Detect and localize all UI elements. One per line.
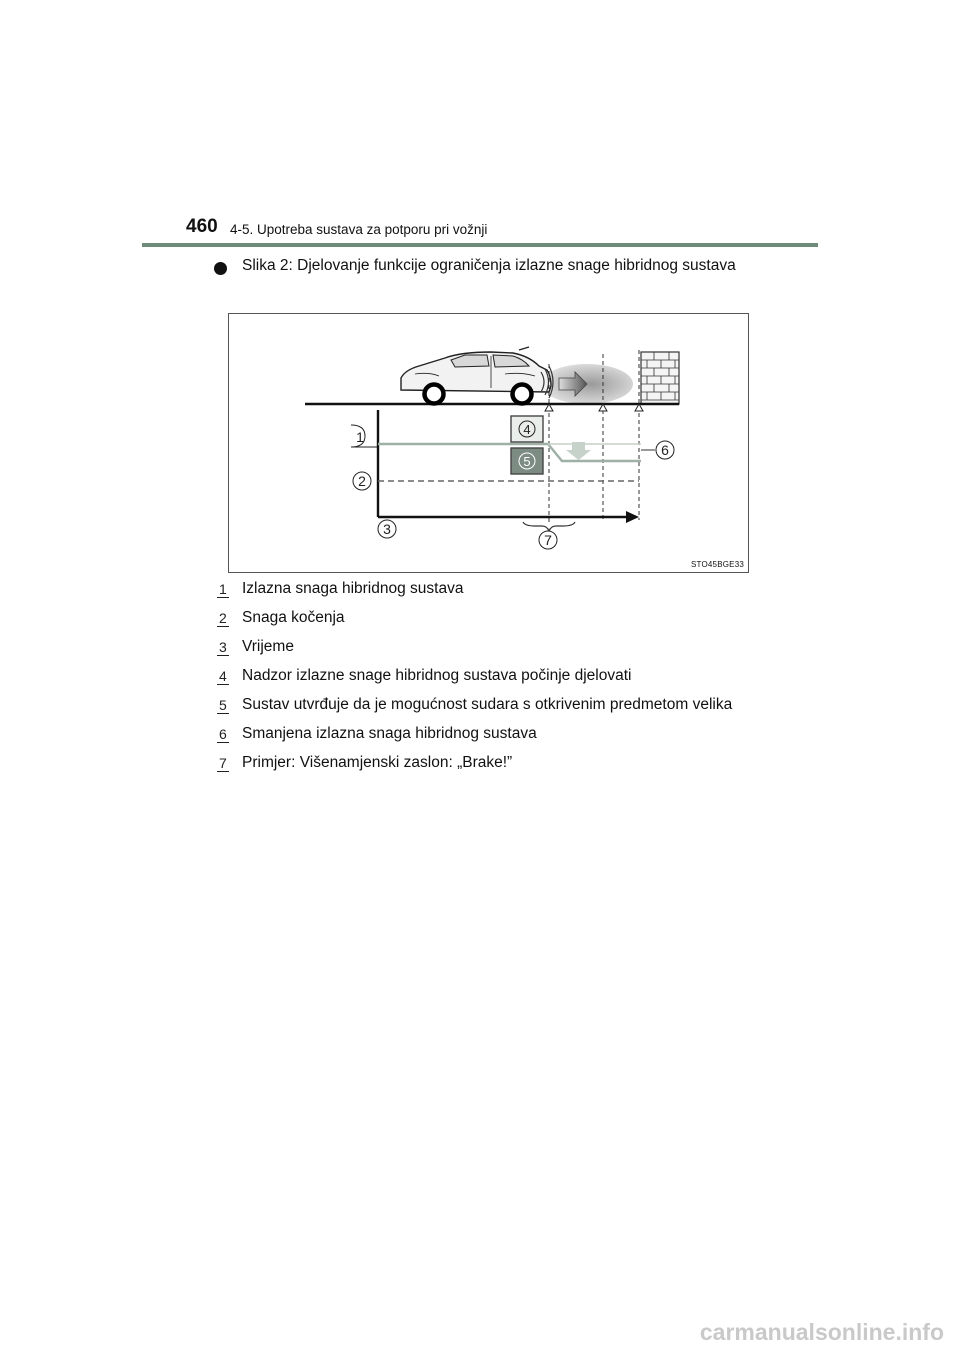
- legend-item: [219, 665, 745, 687]
- legend-item: [219, 694, 745, 716]
- legend-item: [219, 607, 745, 629]
- callout-2-label: 2: [358, 473, 366, 489]
- callout-7-bracket: [523, 522, 575, 531]
- legend-number: 5: [219, 694, 227, 716]
- callout-1-label: 1: [356, 429, 364, 445]
- callout-4: [511, 416, 543, 442]
- figure: [228, 313, 749, 573]
- legend-item: [219, 636, 745, 658]
- wall-icon: [641, 352, 679, 404]
- watermark: carmanualsonline.info: [699, 1319, 944, 1345]
- page-number: 460: [186, 216, 218, 237]
- callout-1: [351, 425, 377, 447]
- legend-number: 7: [219, 752, 227, 774]
- callout-4-label: 4: [523, 422, 531, 437]
- legend-text: Nadzor izlazne snage hibridnog sustava počinje djelovati: [242, 667, 632, 684]
- output-power-line: [378, 444, 641, 461]
- callout-5-label: 5: [523, 454, 531, 469]
- legend-number: 6: [219, 723, 227, 745]
- callout-3: [378, 520, 396, 538]
- legend-text: Smanjena izlazna snaga hibridnog sustava: [242, 725, 537, 742]
- section-title: 4-5. Upotreba sustava za potporu pri vožnji: [230, 222, 488, 237]
- legend-item: [219, 752, 745, 774]
- callout-7-label: 7: [544, 532, 552, 548]
- callout-2: [353, 472, 371, 490]
- callout-6: [656, 441, 674, 459]
- legend-text: Snaga kočenja: [242, 609, 345, 626]
- callout-3-label: 3: [383, 521, 391, 537]
- legend-number: 2: [219, 607, 227, 629]
- legend-text: Izlazna snaga hibridnog sustava: [242, 580, 464, 597]
- figure-code: STO45BGE33: [691, 560, 744, 569]
- x-axis-arrowhead: [626, 511, 639, 523]
- bullet-icon: [214, 262, 227, 275]
- callout-7: [539, 531, 557, 549]
- callout-6-label: 6: [661, 442, 669, 458]
- header-rule: [142, 243, 818, 247]
- legend-list: [219, 578, 745, 781]
- legend-number: 4: [219, 665, 227, 687]
- car-front-wheel: [513, 385, 532, 404]
- car-rear-wheel: [425, 385, 444, 404]
- legend-text: Primjer: Višenamjenski zaslon: „Brake!”: [242, 754, 513, 771]
- bullet-text: Slika 2: Djelovanje funkcije ograničenja izlazne snage hibridnog sustava: [242, 257, 736, 274]
- legend-item: [219, 578, 745, 600]
- reduction-arrow-icon: [566, 442, 591, 460]
- legend-text: Vrijeme: [242, 638, 294, 655]
- legend-text: Sustav utvrđuje da je mogućnost sudara s otkrivenim predmetom velika: [242, 696, 733, 713]
- legend-item: [219, 723, 745, 745]
- legend-number: 3: [219, 636, 227, 658]
- legend-number: 1: [219, 578, 227, 600]
- figure-illustration: [229, 314, 748, 572]
- callout-5: [511, 448, 543, 474]
